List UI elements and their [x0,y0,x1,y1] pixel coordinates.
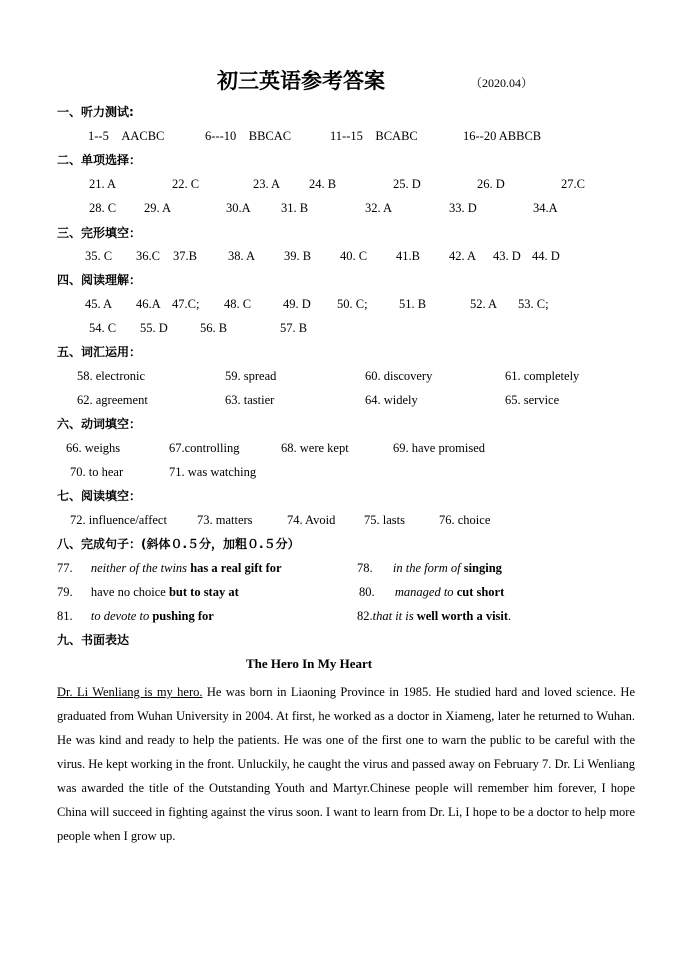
answer-item: 39. B [284,249,312,263]
sentence-77 [57,560,282,576]
answer-item: 37.B [173,249,197,263]
section-title-reading-fill: 七、阅读填空： [57,489,142,503]
section-title-sentences: 八、完成句子：(斜体０.５分，加粗０.５分） [57,537,300,551]
answer-item: 25. D [393,177,421,191]
answer-item: 76. choice [439,513,491,527]
sentence-81 [57,608,214,624]
page-title: 初三英语参考答案 [217,69,385,93]
page-date: （2020.04） [470,76,534,90]
essay-text: He was born in Liaoning Province in 1985. He studied hard and loved science. He graduated from Wuhan University in 2004. At first, he worked as a doctor in Xiameng, later he returned to Wuhan. He was kind and ready to help the patients. He was one of the first one to warn the public to be careful with the virus. He kept working in the front. Unluckily, he caught the virus and passed away on February 7. Dr. Li Wenliang was awarded the title of the Outstanding Youth and Martyr.Chinese people will remember him forever, I hope China will succeed in fighting against the virus soon. I want to learn from Dr. Li, I hope to be a doctor to help more people when I grow up. [57,685,635,843]
question-number: 80. [359,585,375,599]
answer-item: 66. weighs [66,441,121,455]
italic-part: in the form of [392,561,461,575]
answer-item: 23. A [253,177,281,191]
question-number: 81. [57,609,73,623]
answer-item: 75. lasts [364,513,405,527]
answer-item: 30.A [226,201,251,215]
answer-item: 56. B [200,321,228,335]
question-number: 79. [57,585,73,599]
answer-item: 34.A [533,201,558,215]
answer-item: 42. A [449,249,477,263]
bold-part: pushing for [152,609,214,623]
answer-item: 69. have promised [393,441,485,455]
answer-item: 29. A [144,201,172,215]
answer-item: 1--5 AACBC [88,129,165,143]
answer-item: 57. B [280,321,308,335]
answer-item: 38. A [228,249,256,263]
answer-item: 33. D [449,201,477,215]
answer-item: 52. A [470,297,498,311]
answer-item: 40. C [340,249,368,263]
essay-lead: Dr. Li Wenliang is my hero. [57,685,203,699]
answer-item: 50. C; [337,297,368,311]
answer-item: 53. C; [518,297,549,311]
answer-item: 35. C [85,249,113,263]
bold-part: singing [463,561,502,575]
answer-item: 65. service [505,393,560,407]
italic-part: to devote to [90,609,150,623]
answer-item: 68. were kept [281,441,349,455]
bold-part: has a real gift for [190,561,282,575]
question-number: 77. [57,561,73,575]
bold-part: cut short [456,585,505,599]
answer-item: 49. D [283,297,311,311]
answer-item: 60. discovery [365,369,433,383]
answer-item: 43. D [493,249,521,263]
section-title-cloze: 三、完形填空： [57,226,142,240]
essay-title: The Hero In My Heart [246,656,373,671]
answer-item: 36.C [136,249,160,263]
answer-item: 28. C [89,201,117,215]
answer-item: 61. completely [505,369,580,383]
answer-item: 54. C [89,321,117,335]
italic-part: managed to [394,585,454,599]
sentence-79 [57,584,239,600]
answer-item: 74. Avoid [287,513,336,527]
answer-item: 16--20 ABBCB [463,129,542,143]
sentence-80 [359,584,504,600]
answer-item: 63. tastier [225,393,275,407]
section-title-reading: 四、阅读理解： [57,273,142,287]
answer-item: 11--15 BCABC [330,129,418,143]
answer-item: 62. agreement [77,393,148,407]
answer-item: 31. B [281,201,309,215]
essay-body [57,680,635,848]
answer-item: 58. electronic [77,369,146,383]
section-title-single-choice: 二、单项选择： [57,153,142,167]
section-title-vocabulary: 五、词汇运用： [57,345,142,359]
answer-item: 67.controlling [169,441,240,455]
answer-item: 32. A [365,201,393,215]
bold-part: well worth a visit [416,609,509,623]
answer-item: 47.C; [172,297,200,311]
answer-item: 24. B [309,177,337,191]
sentence-end: . [508,609,512,623]
answer-item: 21. A [89,177,117,191]
plain-part: have no choice [90,585,166,599]
answer-item: 26. D [477,177,505,191]
answer-item: 44. D [532,249,560,263]
answer-item: 22. C [172,177,200,191]
answer-item: 55. D [140,321,168,335]
italic-part: neither of the twins [90,561,188,575]
answer-item: 64. widely [365,393,418,407]
sentence-82 [357,608,511,624]
sentence-78 [357,560,502,576]
answer-item: 70. to hear [70,465,124,479]
answer-item: 46.A [136,297,161,311]
section-title-listening: 一、听力测试: [57,105,134,119]
answer-item: 71. was watching [169,465,257,479]
italic-part: that it is [372,609,414,623]
question-number: 78. [357,561,373,575]
answer-item: 73. matters [197,513,253,527]
answer-item: 41.B [396,249,420,263]
bold-part: but to stay at [168,585,239,599]
section-title-verbs: 六、动词填空： [57,417,142,431]
answer-item: 6---10 BBCAC [205,129,292,143]
answer-item: 51. B [399,297,427,311]
answer-item: 45. A [85,297,113,311]
answer-item: 27.C [561,177,585,191]
question-number: 82. [357,609,373,623]
answer-item: 59. spread [225,369,277,383]
answer-item: 48. C [224,297,252,311]
section-title-writing: 九、书面表达 [57,633,130,647]
answer-item: 72. influence/affect [70,513,167,527]
